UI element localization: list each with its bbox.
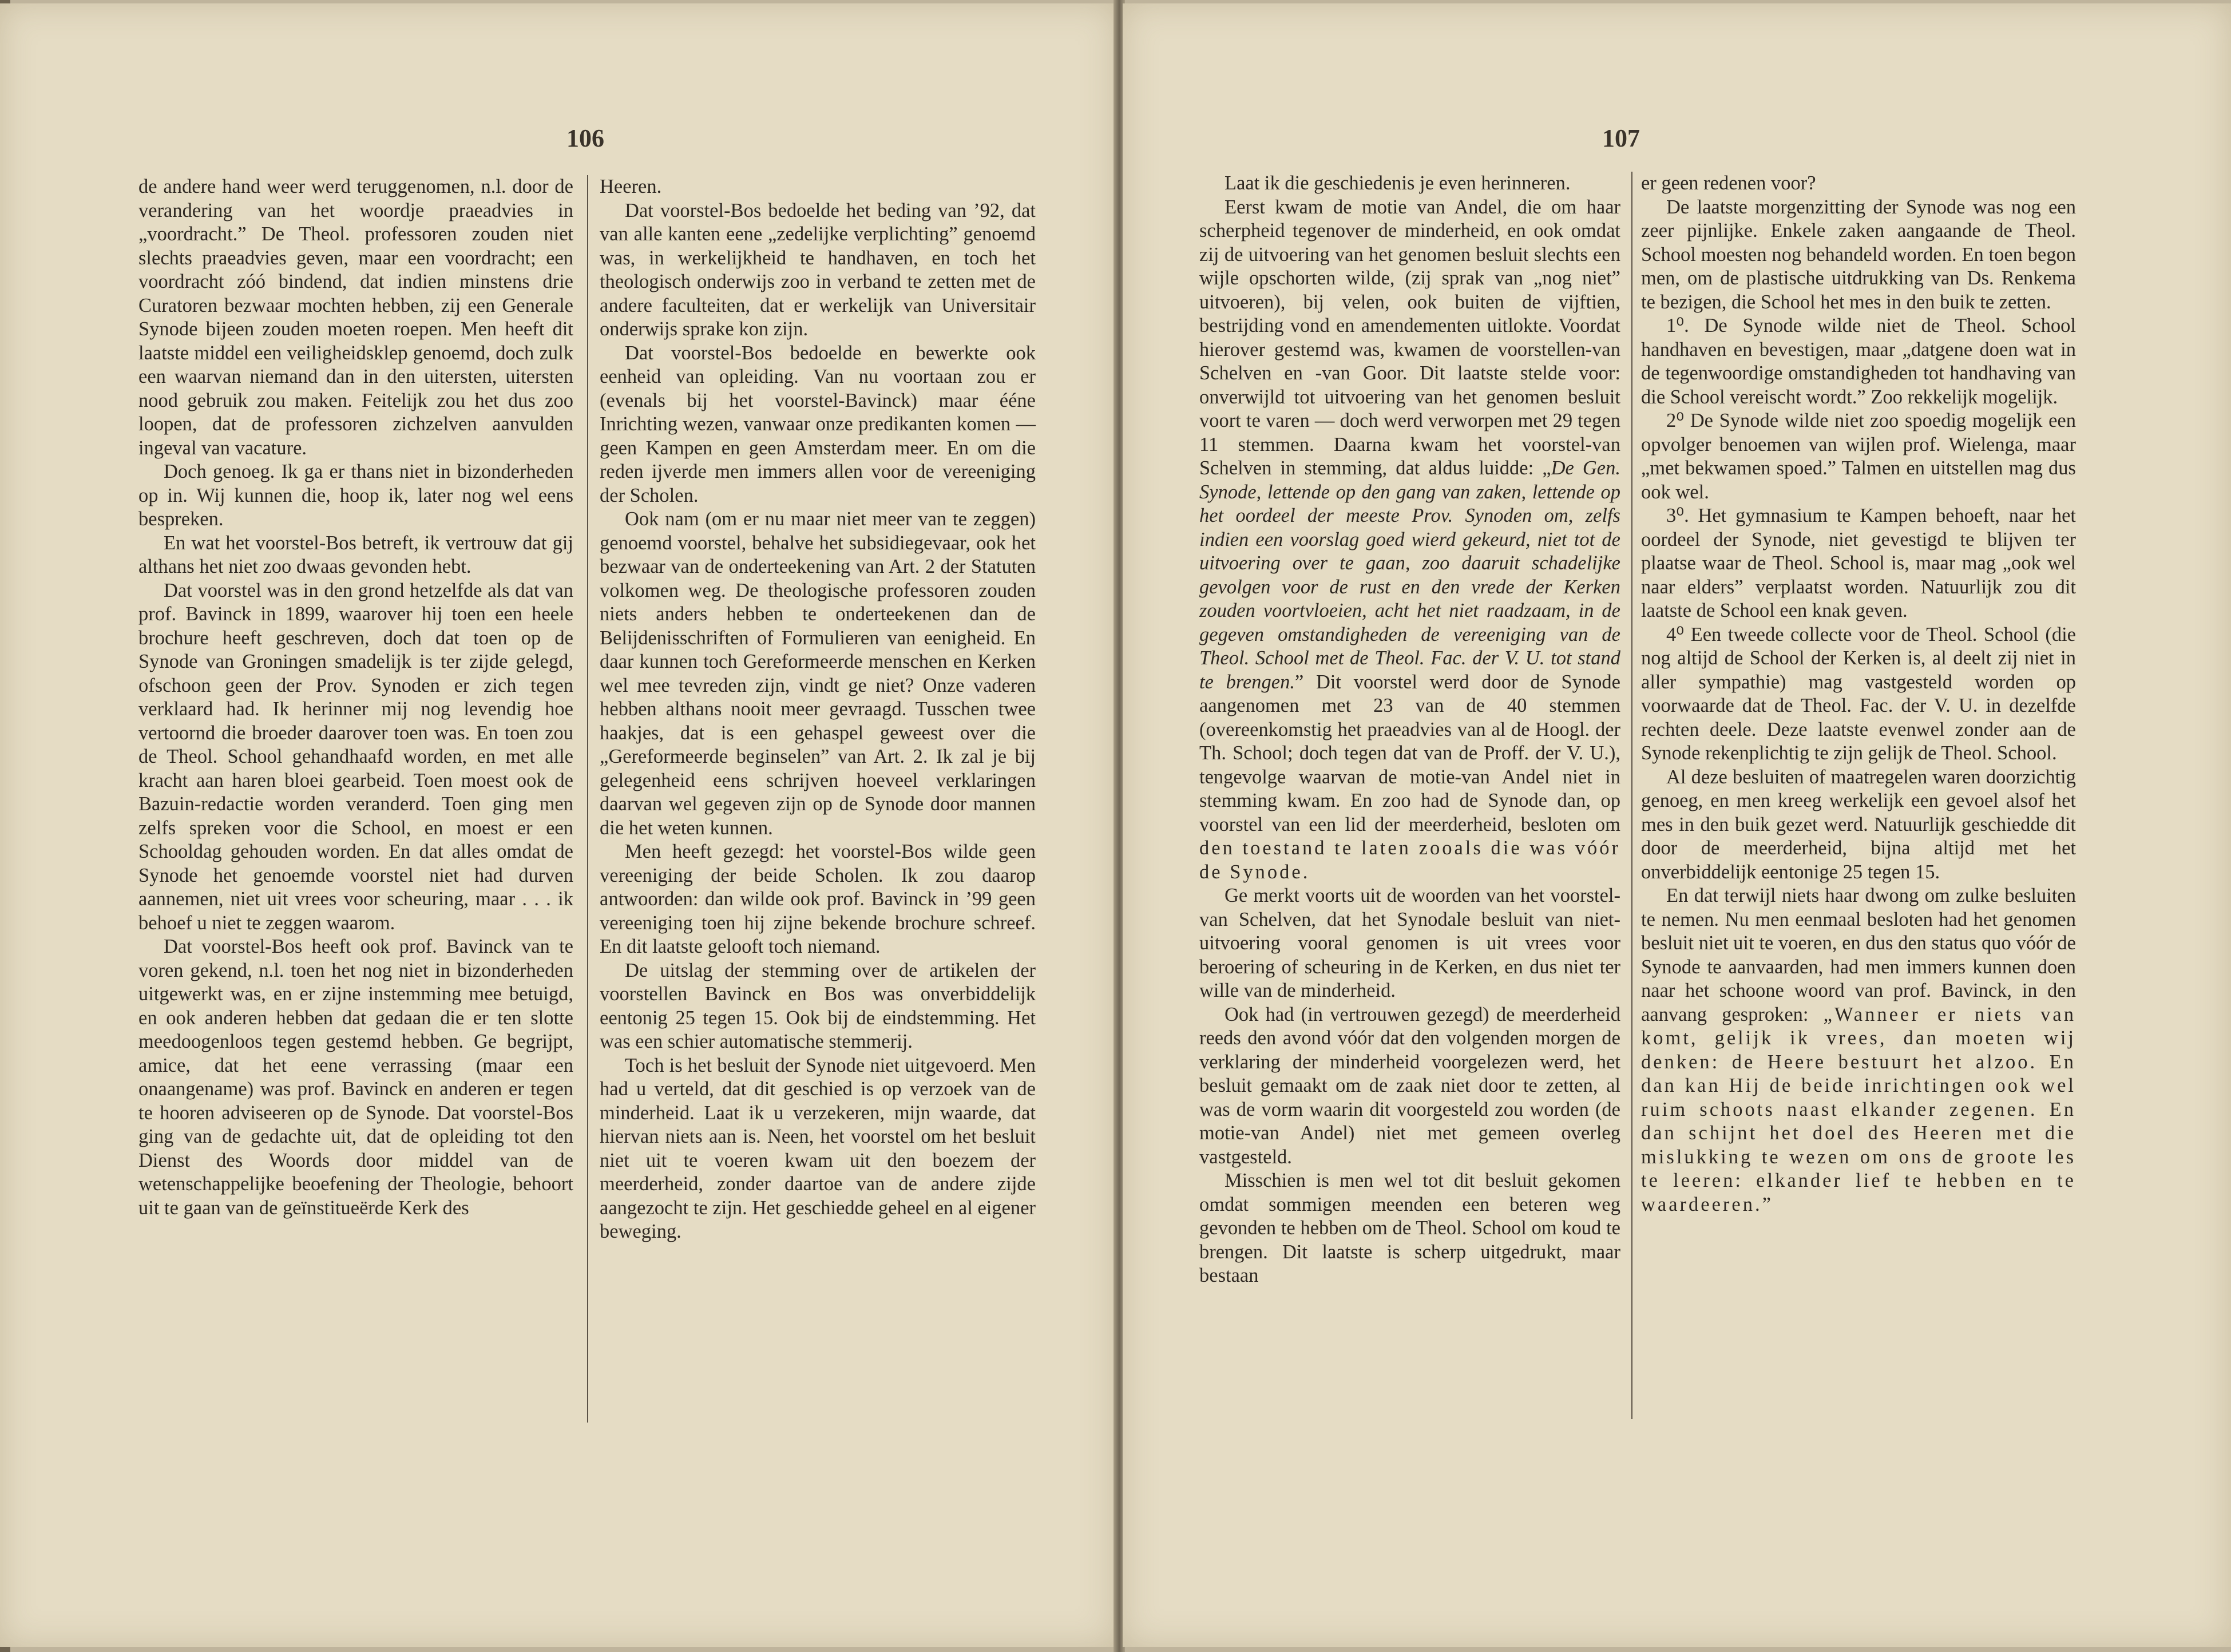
spaced-emphasis: den toestand te laten zooals die was vóór de Synode. [1199,837,1620,883]
paragraph: 1⁰. De Synode wilde niet de Theol. School handhaven en bevestigen, maar „datgene doen wat in de tegenwoordige omstandigheden tot handhaving van die School vereischt wordt.” Zoo rekkelijk mogelijk. [1641,315,2076,408]
paragraph: Dat voorstel-Bos bedoelde het beding van ’92, dat van alle kanten eene „zedelijke verplichting” genoemd was, in werkelijkheid te handhaven, en toch het theologisch onderwijs zoo in verband te zetten met de andere faculteiten, dat er werkelijk van Universitair onderwijs sprake kon zijn. [600,199,1036,340]
paragraph: En wat het voorstel-Bos betreft, ik vertrouw dat gij althans het niet zoo dwaas gevonden hebt. [138,532,573,577]
text-run: En dat terwijl niets haar dwong om zulke besluiten te nemen. Nu men eenmaal besloten had het genomen besluit niet uit te voeren, en dus den status quo vóór de Synode te aanvaarden, had men immers kunnen doen naar het schoone woord van prof. Bavinck, in den aanvang gesproken: [1641,885,2076,1025]
paragraph: De uitslag der stemming over de artikelen der voorstellen Bavinck en Bos was onverbiddelijk eentonig 25 tegen 15. Ook bij de eindstemming. Het was een schier automatische stemmerij. [600,959,1036,1052]
text-run: Eerst kwam de motie van Andel, die om haar scherpheid tegenover de minderheid, en ook omdat zij de uitvoering van het genomen besluit slechts een wijle opschorten wilde, (zij sprak van „nog niet” uitvoeren), bij velen, ook buiten de vijftien, bestrijding vond en amendementen uitlokte. Voordat hierover gestemd was, kwamen de voorstellen-van Schelven en -van Goor. Dit laatste stelde voor: onverwijld tot uitvoering van het genomen besluit voort te varen — doch werd verworpen met 29 tegen 11 stemmen. Daarna kwam het voorstel-van Schelven in stemming, dat aldus luidde: „ [1199,196,1620,479]
paragraph: Ook had (in vertrouwen gezegd) de meerderheid reeds den avond vóór dat den volgenden morgen de verklaring der minderheid voorgelezen werd, het besluit gemaakt om de zaak niet door te zetten, al was de vorm waarin dit voorgesteld zou worden (de motie-van Andel) niet met gemeen overleg vastgesteld. [1199,1003,1620,1168]
paragraph: 4⁰ Een tweede collecte voor de Theol. School (die nog altijd de School der Kerken is, al deelt zij niet in aller sympathie) mag vastgesteld worden op voorwaarde dat de Theol. Fac. der V. U. in dezelfde rechten deele. Deze laatste evenwel zonder aan de Synode rekenplichtig te zijn gelijk de Theol. School. [1641,623,2076,764]
paragraph: 3⁰. Het gymnasium te Kampen behoeft, naar het oordeel der Synode, niet gevestigd te blijven ter plaatse waar de Theol. School is, maar mag „ook wel naar elders” verplaatst worden. Natuurlijk zou dit laatste de School een knak geven. [1641,505,2076,621]
left-column-1 [138,175,573,1220]
paragraph: Doch genoeg. Ik ga er thans niet in bizonderheden op in. Wij kunnen die, hoop ik, later nog wel eens bespreken. [138,461,573,530]
paragraph: Men heeft gezegd: het voorstel-Bos wilde geen vereeniging der beide Scholen. Ik zou daarop antwoorden: dan wilde ook prof. Bavinck in ’99 geen vereeniging toen hij zijne bekende brochure schreef. En dit laatste gelooft toch niemand. [600,841,1036,957]
paragraph: Laat ik die geschiedenis je even herinneren. [1225,172,1571,194]
paragraph: Dat voorstel was in den grond hetzelfde als dat van prof. Bavinck in 1899, waarover hij toen een heele brochure heeft geschreven, doch dat toen op de Synode van Groningen smadelijk is ter zijde gelegd, ofschoon geen der Prov. Synoden er zich tegen verklaard had. Ik herinner mij nog levendig hoe vertoornd die broeder daarover toen was. En toen zou de Theol. School gehandhaafd worden, en met alle kracht aan haren bloei gearbeid. Toen moest ook de Bazuin-redactie worden veranderd. Toen ging men zelfs spreken voor die School, en moest er een Schooldag gehouden worden. En dat alles omdat de Synode het genoemde voorstel niet had durven aannemen, niet uit vrees voor scheuring, maar . . . ik behoef u niet te zeggen waarom. [138,579,573,934]
right-column-1 [1199,172,1620,1288]
column-rule-right [1631,172,1632,1419]
paragraph: er geen redenen voor? [1641,172,1816,194]
page-number-right: 107 [1602,124,1640,152]
paragraph: De laatste morgenzitting der Synode was nog een zeer pijnlijke. Enkele zaken aangaande de Theol. School moesten nog behandeld worden. En toen begon men, om de plastische uitdrukking van Ds. Renkema te bezigen, die School het mes in den buik te zetten. [1641,196,2076,313]
column-rule-left [587,175,588,1423]
right-column-2 [1641,172,2076,1217]
text-run: ” Dit voorstel werd door de Synode aangenomen met 23 van de 40 stemmen (overeenkomstig het praeadvies van al de Hoogl. der Th. School; doch tegen dat van de Proff. der V. U.), tengevolge waarvan de motie-van Andel niet in stemming kwam. En zoo had de Synode dan, op voorstel van een lid der meerderheid, besloten om [1199,671,1620,835]
right-column-2-paragraphs [1641,172,2076,884]
paragraph [1199,196,1620,885]
page-number-left: 106 [566,124,604,152]
paragraph: Ook nam (om er nu maar niet meer van te zeggen) genoemd voorstel, behalve het subsidiegevaar, ook het bezwaar van de onderteekening van Art. 2 der Statuten volkomen weg. De theologische professoren zouden niets anders hebben te onderteekenen dan de Belijdenisschriften of Formulieren van eenigheid. En daar kunnen toch Gereformeerde menschen en Kerken wel mee tevreden zijn, vindt ge niet? Onze vaderen hebben althans nooit meer gevraagd. Tusschen twee haakjes, dat is een gehaspel geweest over die „Gereformeerde beginselen” van Art. 2. Ik zal je bij gelegenheid eens schrijven hoeveel verklaringen daarvan wel gegeven zijn op de Synode door mannen die het weten kunnen. [600,508,1036,839]
paragraph: Heeren. [600,176,662,197]
paragraph: Toch is het besluit der Synode niet uitgevoerd. Men had u verteld, dat dit geschied is op verzoek van de minderheid. Laat ik u verzekeren, mijn waarde, dat hiervan niets aan is. Neen, het voorstel om het besluit niet uit te voeren kwam uit den boezem der meerderheid, zonder daartoe van de andere zijde aangezocht te zijn. Het geschiedde geheel en al eigener beweging. [600,1054,1036,1242]
paragraph: Al deze besluiten of maatregelen waren doorzichtig genoeg, en men kreeg werkelijk een gevoel alsof het mes in den buik gezet werd. Natuurlijk geschiedde dit door de meerderheid, bijna altijd met het onverbiddelijk eentonige 25 tegen 15. [1641,766,2076,883]
left-page [0,3,1116,1647]
paragraph: Dat voorstel-Bos bedoelde en bewerkte ook eenheid van opleiding. Van nu voortaan zou er (evenals bij het voorstel-Bavinck) maar ééne Inrichting wezen, vanwaar onze predikanten komen — geen Kampen en geen Amsterdam meer. En om die reden ijverde men immers allen voor de vereeniging der Scholen. [600,342,1036,506]
left-column-2 [600,175,1036,1244]
paragraph: Misschien is men wel tot dit besluit gekomen omdat sommigen meenden een beteren weg gevonden te hebben om de Theol. School om koud te brengen. Dit laatste is scherp uitgedrukt, maar bestaan [1199,1170,1620,1286]
paragraph: Dat voorstel-Bos heeft ook prof. Bavinck van te voren gekend, n.l. toen het nog niet in bizonderheden uitgewerkt was, en er zijne instemming mee betuigd, en ook anderen hebben dat gedaan die er ten slotte meedoogenloos tegen gestemd hebben. Ge begrijpt, amice, dat het eene verrassing (maar een onaangename) was prof. Bavinck en anderen er tegen te hooren adviseeren op de Synode. Dat voorstel-Bos ging van de gedachte uit, dat de opleiding tot den Dienst des Woords door middel van de wetenschappelijke beoefening der Theologie, behoort uit te gaan van de geïnstitueërde Kerk des [138,936,573,1219]
paragraph [1641,884,2076,1217]
paragraph: de andere hand weer werd teruggenomen, n.l. door de verandering van het woordje praeadvies in „voordracht.” De Theol. professoren zouden niet slechts praeadvies geven, maar een voordracht; een voordracht zóó bindend, dat indien minstens drie Curatoren bezwaar mochten hebben, zij een Generale Synode bijeen zouden moeten roepen. Men heeft dit laatste middel een veiligheidsklep genoemd, doch zulk een waarvan niemand dan in den uitersten, uitersten nood gebruik zou maken. Feitelijk zou het dus zoo loopen, dat de professoren zichzelven aanvulden ingeval van vacature. [138,176,573,459]
spaced-quotation: „Wanneer er niets van komt, gelijk ik vrees, dan moeten wij denken: de Heere bestuurt het alzoo. En dan kan Hij de beide inrichtingen ook wel ruim schoots naast elkander zegenen. En dan schijnt het doel des Heeren met die mislukking te wezen om ons de groote les te leeren: elkander lief te hebben en te waardeeren.” [1641,1003,2076,1215]
paragraph: 2⁰ De Synode wilde niet zoo spoedig mogelijk een opvolger benoemen van wijlen prof. Wielenga, maar „met bekwamen spoed.” Talmen en uitstellen mag dus ook wel. [1641,410,2076,503]
quoted-motion-italic: De Gen. Synode, lettende op den gang van zaken, lettende op het oordeel der meeste Prov. Synoden om, zelfs indien een voorslag goed wierd gekeurd, niet tot de uitvoering over te gaan, zoo daaruit schadelijke gevolgen voor de rust en den vrede der Kerken zouden voortvloeien, acht het niet raadzaam, in de gegeven omstandigheden de vereeniging van de Theol. School met de Theol. Fac. der V. U. tot stand te brengen. [1199,457,1620,693]
paragraph: Ge merkt voorts uit de woorden van het voorstel-van Schelven, dat het Synodale besluit van niet-uitvoering vooral genomen is uit vrees voor beroering of scheuring in de Kerken, en dus niet ter wille van de minderheid. [1199,885,1620,1001]
